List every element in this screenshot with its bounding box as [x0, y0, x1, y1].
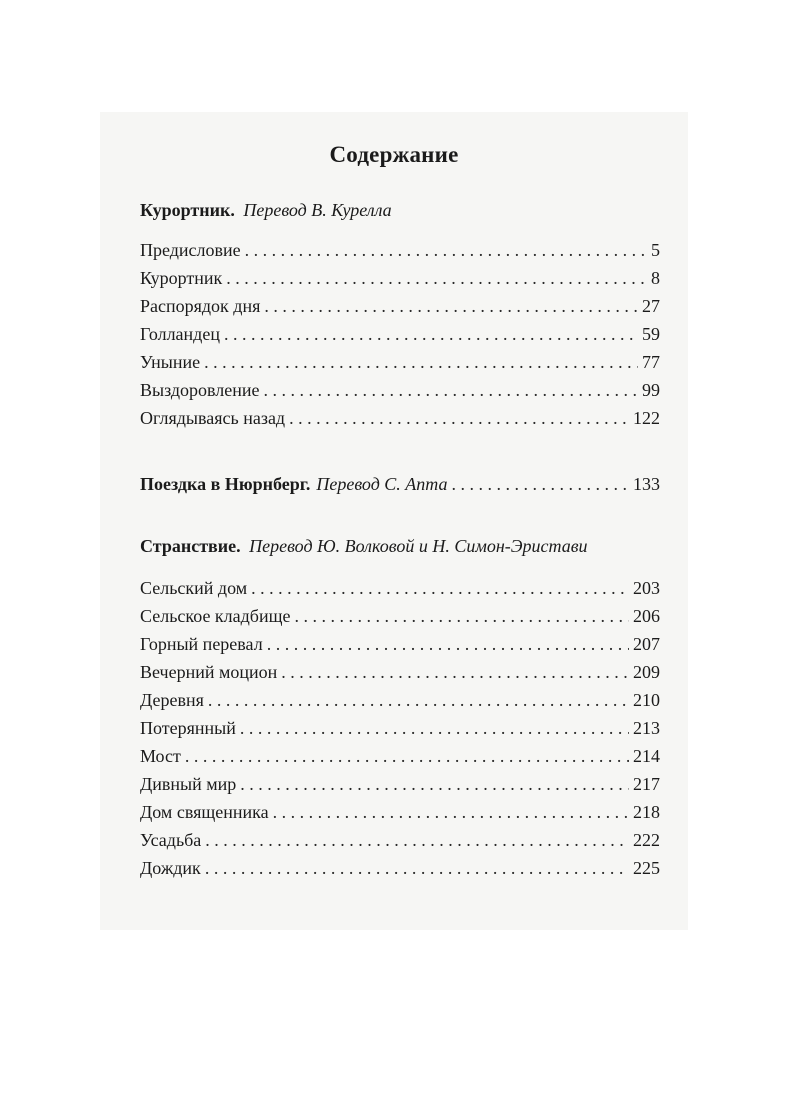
toc-entry-page: 210 [633, 690, 660, 710]
toc-entry-poezdka[interactable] [140, 472, 660, 496]
toc-entry[interactable] [140, 294, 660, 318]
toc-entry[interactable] [140, 716, 660, 740]
toc-entry-title: Мост [140, 746, 181, 766]
toc-entry[interactable] [140, 772, 660, 796]
page-title: Содержание [329, 142, 459, 167]
dot-leader [204, 350, 638, 374]
toc-entry-page: 218 [633, 802, 660, 822]
toc-entry-title: Дом священника [140, 802, 269, 822]
dot-leader [273, 800, 629, 824]
toc-entry-page: 213 [633, 718, 660, 738]
toc-entry-title: Распорядок дня [140, 296, 261, 316]
section-title: Странствие. [140, 536, 241, 556]
toc-entry[interactable] [140, 266, 660, 290]
toc-entry[interactable] [140, 406, 660, 430]
dot-leader [281, 660, 629, 684]
toc-entry-page: 5 [651, 240, 660, 260]
dot-leader [205, 856, 629, 880]
dot-leader [264, 378, 638, 402]
toc-entry-title: Горный перевал [140, 634, 263, 654]
toc-entry[interactable] [140, 688, 660, 712]
toc-entry-title: Деревня [140, 690, 204, 710]
dot-leader [205, 828, 629, 852]
dot-leader [289, 406, 629, 430]
toc-entry[interactable] [140, 576, 660, 600]
toc-entry-title: Уныние [140, 352, 201, 372]
dot-leader [226, 266, 647, 290]
dot-leader [264, 294, 638, 318]
toc-entry-page: 222 [633, 830, 660, 850]
dot-leader [452, 472, 629, 496]
toc-entry-page: 8 [651, 268, 660, 288]
section-title: Курортник. [140, 200, 235, 220]
dot-leader [240, 772, 629, 796]
section-title: Поездка в Нюрнберг. [140, 474, 311, 494]
toc-entry-title: Оглядываясь назад [140, 408, 286, 428]
section-heading-kurortnik [140, 200, 660, 221]
section-heading-stranstvie [140, 536, 660, 557]
section-translator: Перевод Ю. Волковой и Н. Симон-Эристави [249, 536, 588, 556]
section-translator: Перевод С. Апта [316, 474, 448, 494]
toc-entry[interactable] [140, 604, 660, 628]
dot-leader [251, 576, 629, 600]
toc-entry-title: Вечерний моцион [140, 662, 278, 682]
toc-entry-title: Усадьба [140, 830, 202, 850]
dot-leader [267, 632, 629, 656]
toc-entry[interactable] [140, 350, 660, 374]
toc-entry-title: Курортник [140, 268, 223, 288]
toc-entry-title: Дивный мир [140, 774, 237, 794]
toc-entry[interactable] [140, 378, 660, 402]
toc-entry[interactable] [140, 322, 660, 346]
toc-entry-page: 133 [633, 474, 660, 494]
toc-entry-title: Потерянный [140, 718, 236, 738]
section-translator: Перевод В. Курелла [243, 200, 392, 220]
toc-entry[interactable] [140, 744, 660, 768]
toc-entry-page: 207 [633, 634, 660, 654]
toc-entry-title: Сельский дом [140, 578, 248, 598]
toc-entry-page: 59 [642, 324, 660, 344]
dot-leader [240, 716, 629, 740]
toc-entry[interactable] [140, 660, 660, 684]
toc-entry[interactable] [140, 238, 660, 262]
toc-entry[interactable] [140, 828, 660, 852]
dot-leader [185, 744, 629, 768]
toc-entry-title: Сельское кладбище [140, 606, 291, 626]
toc-entry-page: 225 [633, 858, 660, 878]
toc-entry-page: 206 [633, 606, 660, 626]
toc-entry-page: 99 [642, 380, 660, 400]
toc-entry-page: 27 [642, 296, 660, 316]
toc-entry-page: 209 [633, 662, 660, 682]
toc-entry-title: Голландец [140, 324, 220, 344]
toc-entry-page: 214 [633, 746, 660, 766]
book-page [100, 112, 688, 930]
toc-entry[interactable] [140, 632, 660, 656]
toc-entry-title: Выздоровление [140, 380, 260, 400]
toc-entry-title: Дождик [140, 858, 201, 878]
toc-entry[interactable] [140, 800, 660, 824]
toc-entry[interactable] [140, 856, 660, 880]
dot-leader [224, 322, 638, 346]
toc-entry-page: 122 [633, 408, 660, 428]
toc-entry-page: 203 [633, 578, 660, 598]
toc-entry-title: Предисловие [140, 240, 241, 260]
toc-entry-page: 77 [642, 352, 660, 372]
toc-entry-page: 217 [633, 774, 660, 794]
dot-leader [294, 604, 629, 628]
dot-leader [245, 238, 647, 262]
dot-leader [208, 688, 629, 712]
